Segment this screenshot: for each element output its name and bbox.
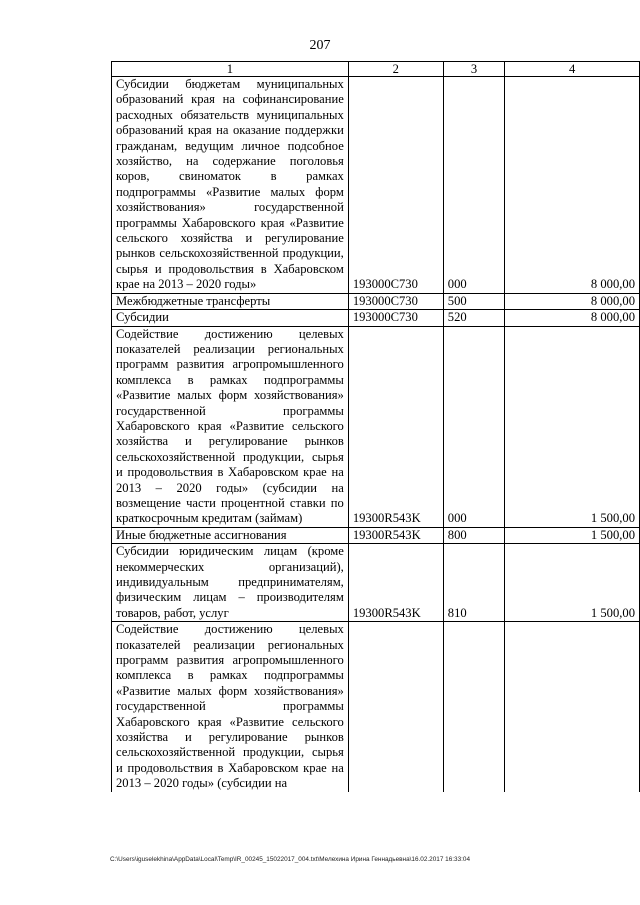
row-amount: 8 000,00 bbox=[505, 77, 640, 294]
file-path-footer: C:\Users\iguselekhina\AppData\Local\Temp\IR_00245_15022017_004.txt\Мелехина Ирина Геннадьевна\16.02.2017 16:33:04 bbox=[110, 856, 471, 863]
row-name: Субсидии bbox=[112, 310, 349, 326]
row-name: Иные бюджетные ассигнования bbox=[112, 527, 349, 543]
table-row bbox=[112, 293, 640, 309]
row-amount: 8 000,00 bbox=[505, 293, 640, 309]
row-name: Субсидии бюджетам муниципальных образований края на софинансирование расходных обязательств муниципальных образований края на оказание поддержки гражданам, ведущим личное подсобное хозяйство, на содержание поголовья коров, свиноматок в рамках подпрограммы «Развитие малых форм хозяйствования» государственной программы Хабаровского края «Развитие сельского хозяйства и регулирование рынков сельскохозяйственной продукции, сырья и продовольствия в Хабаровском крае на 2013 – 2020 годы» bbox=[112, 77, 349, 294]
table-row bbox=[112, 622, 640, 792]
table-row bbox=[112, 310, 640, 326]
row-expense-type: 000 bbox=[443, 77, 504, 294]
row-target-code bbox=[348, 622, 443, 792]
row-target-code: 193000С730 bbox=[348, 310, 443, 326]
row-name: Субсидии юридическим лицам (кроме некоммерческих организаций), индивидуальным предпринимателям, физическим лицам – производителям товаров, работ, услуг bbox=[112, 544, 349, 622]
table-row bbox=[112, 527, 640, 543]
row-target-code: 19300R543K bbox=[348, 544, 443, 622]
row-name: Межбюджетные трансферты bbox=[112, 293, 349, 309]
table-row bbox=[112, 544, 640, 622]
row-target-code: 19300R543K bbox=[348, 326, 443, 527]
row-name: Содействие достижению целевых показателей реализации региональных программ развития агропромышленного комплекса в рамках подпрограммы «Развитие малых форм хозяйствования» государственной программы Хабаровского края «Развитие сельского хозяйства и регулирование рынков сельскохозяйственной продукции, сырья и продовольствия в Хабаровском крае на 2013 – 2020 годы» (субсидии на bbox=[112, 622, 349, 792]
page-number: 207 bbox=[309, 38, 331, 53]
row-expense-type bbox=[443, 622, 504, 792]
table-row bbox=[112, 77, 640, 294]
row-amount: 1 500,00 bbox=[505, 544, 640, 622]
row-expense-type: 500 bbox=[443, 293, 504, 309]
row-amount bbox=[505, 622, 640, 792]
row-target-code: 193000С730 bbox=[348, 293, 443, 309]
row-amount: 8 000,00 bbox=[505, 310, 640, 326]
table-row bbox=[112, 326, 640, 527]
row-expense-type: 810 bbox=[443, 544, 504, 622]
row-target-code: 19300R543K bbox=[348, 527, 443, 543]
row-expense-type: 800 bbox=[443, 527, 504, 543]
budget-table bbox=[111, 61, 640, 792]
row-amount: 1 500,00 bbox=[505, 326, 640, 527]
column-header-1: 1 bbox=[112, 62, 349, 77]
table-header-row bbox=[112, 62, 640, 77]
column-header-3: 3 bbox=[443, 62, 504, 77]
row-expense-type: 520 bbox=[443, 310, 504, 326]
row-expense-type: 000 bbox=[443, 326, 504, 527]
column-header-4: 4 bbox=[505, 62, 640, 77]
row-amount: 1 500,00 bbox=[505, 527, 640, 543]
row-name: Содействие достижению целевых показателей реализации региональных программ развития агропромышленного комплекса в рамках подпрограммы «Развитие малых форм хозяйствования» государственной программы Хабаровского края «Развитие сельского хозяйства и регулирование рынков сельскохозяйственной продукции, сырья и продовольствия в Хабаровском крае на 2013 – 2020 годы» (субсидии на возмещение части процентной ставки по краткосрочным кредитам (займам) bbox=[112, 326, 349, 527]
column-header-2: 2 bbox=[348, 62, 443, 77]
row-target-code: 193000С730 bbox=[348, 77, 443, 294]
